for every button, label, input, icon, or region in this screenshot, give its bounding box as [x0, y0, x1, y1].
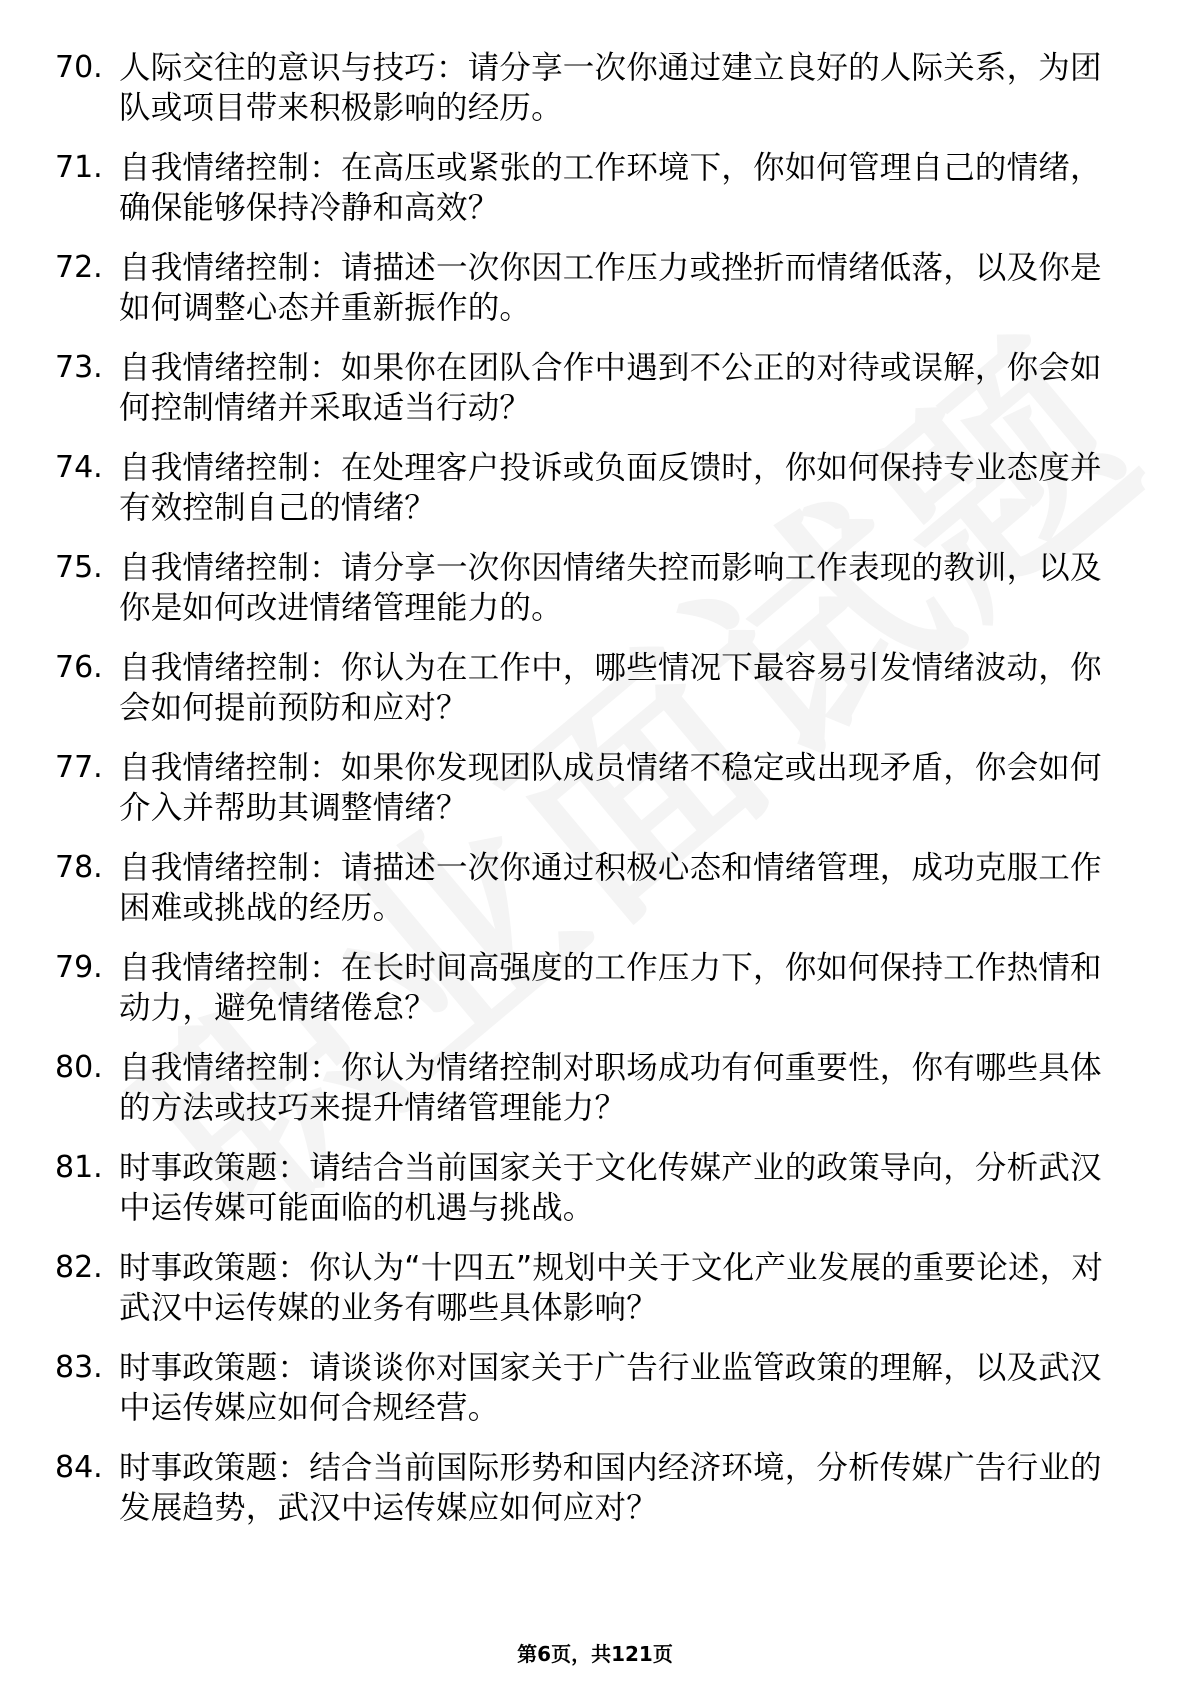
- question-item: [55, 348, 1115, 428]
- question-item: [55, 248, 1115, 328]
- question-item: [55, 448, 1115, 528]
- question-text: 自我情绪控制：你认为在工作中，哪些情况下最容易引发情绪波动，你会如何提前预防和应对？: [119, 650, 1102, 726]
- question-number: 75.: [55, 550, 103, 585]
- question-item: [55, 1248, 1115, 1328]
- question-item: [55, 148, 1115, 228]
- question-number: 72.: [55, 250, 103, 285]
- question-number: 83.: [55, 1350, 103, 1385]
- question-number: 71.: [55, 150, 103, 185]
- question-number: 82.: [55, 1250, 103, 1285]
- question-item: [55, 648, 1115, 728]
- question-text: 自我情绪控制：如果你在团队合作中遇到不公正的对待或误解，你会如何控制情绪并采取适当行动？: [119, 350, 1102, 426]
- question-text: 自我情绪控制：在处理客户投诉或负面反馈时，你如何保持专业态度并有效控制自己的情绪？: [119, 450, 1102, 526]
- question-text: 时事政策题：你认为“十四五”规划中关于文化产业发展的重要论述，对武汉中运传媒的业务有哪些具体影响？: [119, 1250, 1104, 1326]
- question-item: [55, 1348, 1115, 1428]
- question-number: 78.: [55, 850, 103, 885]
- question-number: 84.: [55, 1450, 103, 1485]
- question-number: 81.: [55, 1150, 103, 1185]
- question-text: 自我情绪控制：你认为情绪控制对职场成功有何重要性，你有哪些具体的方法或技巧来提升情绪管理能力？: [119, 1050, 1102, 1126]
- question-number: 80.: [55, 1050, 103, 1085]
- question-list: [55, 48, 1115, 1548]
- question-item: [55, 48, 1115, 128]
- question-text: 自我情绪控制：请描述一次你因工作压力或挫折而情绪低落，以及你是如何调整心态并重新振作的。: [119, 250, 1102, 326]
- question-item: [55, 948, 1115, 1028]
- question-text: 自我情绪控制：在长时间高强度的工作压力下，你如何保持工作热情和动力，避免情绪倦怠？: [119, 950, 1102, 1026]
- question-item: [55, 1448, 1115, 1528]
- question-item: [55, 748, 1115, 828]
- question-text: 时事政策题：结合当前国际形势和国内经济环境，分析传媒广告行业的发展趋势，武汉中运传媒应如何应对？: [119, 1450, 1102, 1526]
- question-number: 74.: [55, 450, 103, 485]
- question-text: 自我情绪控制：请分享一次你因情绪失控而影响工作表现的教训，以及你是如何改进情绪管理能力的。: [119, 550, 1102, 626]
- question-text: 自我情绪控制：如果你发现团队成员情绪不稳定或出现矛盾，你会如何介入并帮助其调整情绪？: [119, 750, 1102, 826]
- question-number: 76.: [55, 650, 103, 685]
- question-number: 77.: [55, 750, 103, 785]
- question-text: 自我情绪控制：在高压或紧张的工作环境下，你如何管理自己的情绪，确保能够保持冷静和高效？: [119, 150, 1102, 226]
- question-item: [55, 1048, 1115, 1128]
- question-text: 时事政策题：请结合当前国家关于文化传媒产业的政策导向，分析武汉中运传媒可能面临的机遇与挑战。: [119, 1150, 1102, 1226]
- question-item: [55, 848, 1115, 928]
- question-text: 人际交往的意识与技巧：请分享一次你通过建立良好的人际关系，为团队或项目带来积极影响的经历。: [119, 50, 1102, 126]
- question-number: 70.: [55, 50, 103, 85]
- question-text: 时事政策题：请谈谈你对国家关于广告行业监管政策的理解，以及武汉中运传媒应如何合规经营。: [119, 1350, 1102, 1426]
- question-item: [55, 548, 1115, 628]
- question-number: 79.: [55, 950, 103, 985]
- page-footer: 第6页，共121页: [517, 1642, 673, 1666]
- question-text: 自我情绪控制：请描述一次你通过积极心态和情绪管理，成功克服工作困难或挑战的经历。: [119, 850, 1102, 926]
- question-number: 73.: [55, 350, 103, 385]
- question-item: [55, 1148, 1115, 1228]
